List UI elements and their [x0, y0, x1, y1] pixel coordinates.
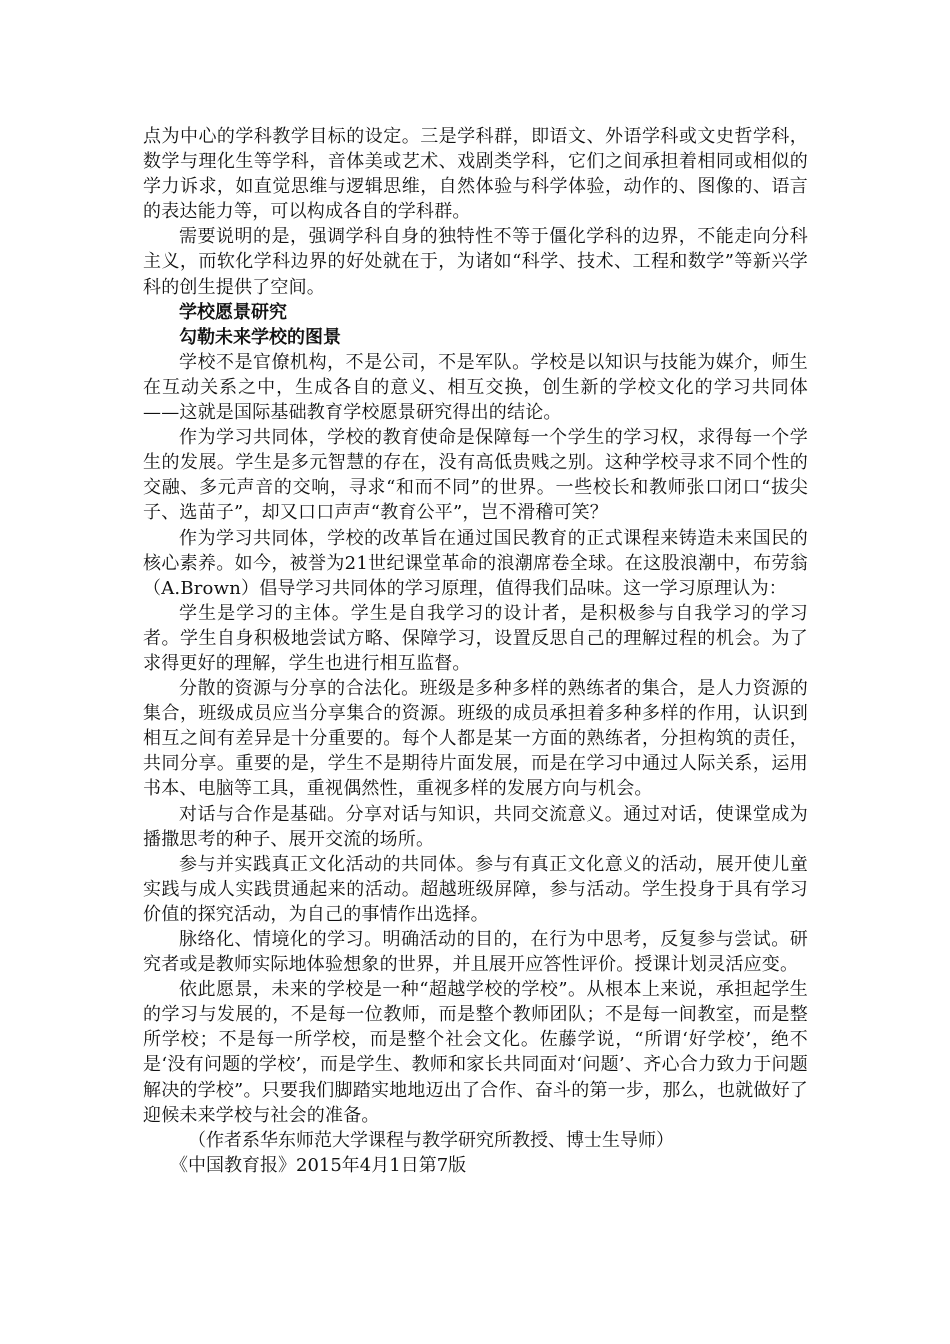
note-paragraph: 需要说明的是，强调学科自身的独特性不等于僵化学科的边界，不能走向分科主义，而软化学科边界的好处就在于，为诸如“科学、技术、工程和数学”等新兴学科的创生提供了空间。 [143, 226, 808, 298]
sub-heading: 勾勒未来学校的图景 [179, 326, 341, 348]
body-paragraph: 学校不是官僚机构，不是公司，不是军队。学校是以知识与技能为媒介，师生在互动关系之中，生成各自的意义、相互交换，创生新的学校文化的学习共同体——这就是国际基础教育学校愿景研究得出的结论。 [143, 351, 808, 424]
source-citation: 《中国教育报》2015年4月1日第7版 [170, 1154, 467, 1176]
section-heading: 学校愿景研究 [179, 301, 287, 323]
body-paragraph: 作为学习共同体，学校的教育使命是保障每一个学生的学习权，求得每一个学生的发展。学生是多元智慧的存在，没有高低贵贱之别。这种学校寻求不同个性的交融、多元声音的交响，寻求“和而不同”的世界。一些校长和教师张口闭口“拔尖子、选苗子”，却又口口声声“教育公平”，岂不滑稽可笑？ [143, 427, 808, 524]
document-page [143, 124, 808, 1178]
author-note: （作者系华东师范大学课程与教学研究所教授、博士生导师） [188, 1129, 674, 1151]
body-paragraph: 分散的资源与分享的合法化。班级是多种多样的熟练者的集合，是人力资源的集合，班级成员应当分享集合的资源。班级的成员承担着多种多样的作用，认识到相互之间有差异是十分重要的。每个人都是某一方面的熟练者，分担构筑的责任，共同分享。重要的是，学生不是期待片面发展，而是在学习中通过人际关系，运用书本、电脑等工具，重视偶然性，重视多样的发展方向与机会。 [143, 678, 808, 800]
body-paragraph: 依此愿景，未来的学校是一种“超越学校的学校”。从根本上来说，承担起学生的学习与发展的，不是每一位教师，而是整个教师团队；不是每一间教室，而是整所学校；不是每一所学校，而是整个社会文化。佐藤学说，“所谓‘好学校’，绝不是‘没有问题的学校’，而是学生、教师和家长共同面对‘问题’、齐心合力致力于问题解决的学校”。只要我们脚踏实地地迈出了合作、奋斗的第一步，那么，也就做好了迎候未来学校与社会的准备。 [143, 979, 808, 1126]
body-paragraph: 参与并实践真正文化活动的共同体。参与有真正文化意义的活动，展开使儿童实践与成人实践贯通起来的活动。超越班级屏障，参与活动。学生投身于具有学习价值的探究活动，为自己的事情作出选择。 [143, 853, 808, 925]
body-paragraph: 对话与合作是基础。分享对话与知识，共同交流意义。通过对话，使课堂成为播撒思考的种子、展开交流的场所。 [143, 803, 808, 850]
body-paragraph: 作为学习共同体，学校的改革旨在通过国民教育的正式课程来铸造未来国民的核心素养。如今，被誉为21世纪课堂革命的浪潮席卷全球。在这股浪潮中，布劳翁（A.Brown）倡导学习共同体的学习原理，值得我们品味。这一学习原理认为： [143, 527, 808, 599]
opening-paragraph: 点为中心的学科教学目标的设定。三是学科群，即语文、外语学科或文史哲学科，数学与理化生等学科，音体美或艺术、戏剧类学科，它们之间承担着相同或相似的学力诉求，如直觉思维与逻辑思维，自然体验与科学体验，动作的、图像的、语言的表达能力等，可以构成各自的学科群。 [143, 126, 808, 223]
body-paragraph: 学生是学习的主体。学生是自我学习的设计者，是积极参与自我学习的学习者。学生自身积极地尝试方略、保障学习，设置反思自己的理解过程的机会。为了求得更好的理解，学生也进行相互监督。 [143, 602, 808, 674]
body-paragraph: 脉络化、情境化的学习。明确活动的目的，在行为中思考，反复参与尝试。研究者或是教师实际地体验想象的世界，并且展开应答性评价。授课计划灵活应变。 [143, 929, 808, 976]
